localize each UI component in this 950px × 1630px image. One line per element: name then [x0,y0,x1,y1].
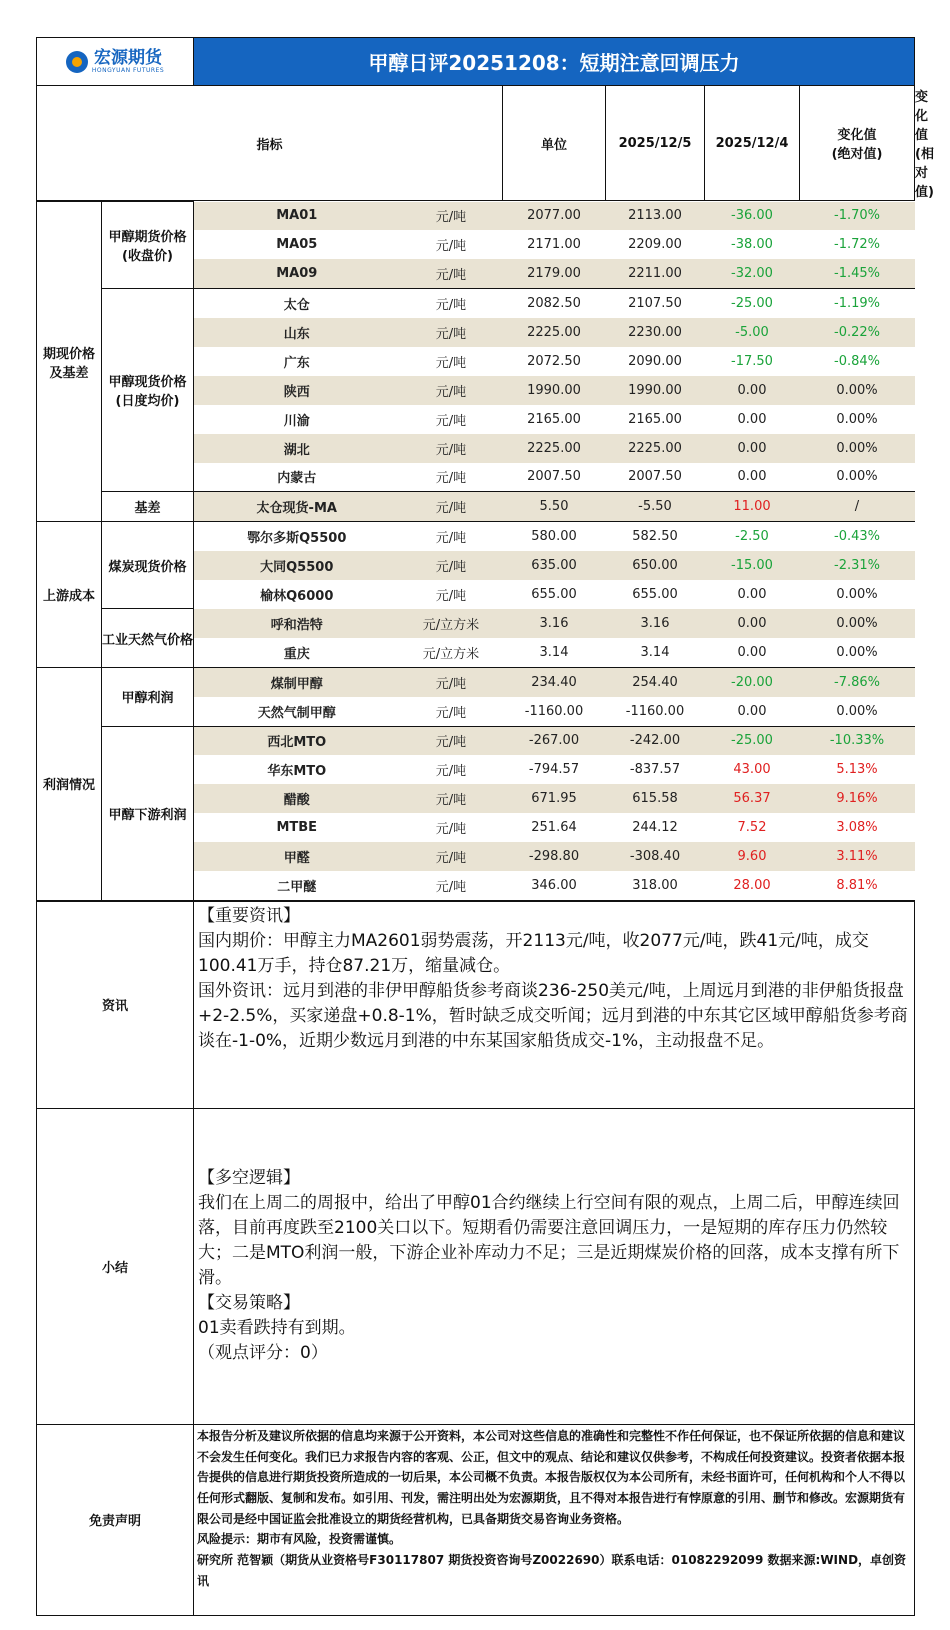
value-date2: 2165.00 [628,411,682,427]
value-date2: -242.00 [606,726,705,755]
subgroup-s4: 煤炭现货价格 [102,522,194,609]
indicator-name: 大同Q5500 [194,551,400,580]
rel-change: -7.86% [800,667,915,696]
indicator-name: 呼和浩特 [194,609,400,638]
subgroup-s6: 甲醇利润 [102,667,194,726]
value-date1: 346.00 [503,871,606,900]
logic-heading: 【多空逻辑】 [198,1168,300,1189]
rel-change: -0.84% [834,353,880,369]
price-table [36,37,934,201]
value-date2: 615.58 [606,784,705,813]
unit-cell: 元/吨 [400,726,503,755]
news-foreign: 国外资讯：远月到港的非伊甲醇船货参考商谈236-250美元/吨，上周远月到港的非伊船货报盘+2-2.5%，买家递盘+0.8-1%，暂时缺乏成交听闻；远月到港的中东其它区域甲醇船货参考商谈在-1-0%，近期少数远月到港的中东某国家船货成交-1%，主动报盘不足。 [198,980,908,1051]
indicator-name: 鄂尔多斯Q5500 [247,531,347,547]
unit-cell: 元/吨 [435,355,467,371]
news-section [37,901,915,1108]
indicator-name: 重庆 [194,638,400,667]
rel-change: 9.16% [800,784,915,813]
value-date2: 3.14 [606,638,705,667]
summary-label: 小结 [37,1108,194,1424]
abs-change: -20.00 [705,667,800,696]
summary-body [194,1108,915,1424]
indicator-name: 甲醛 [194,842,400,871]
logic-text: 我们在上周二的周报中，给出了甲醇01合约继续上行空间有限的观点，上周二后，甲醇连续回落，目前再度跌至2100关口以下。短期看仍需要注意回调压力，一是短期的库存压力仍然较大；二是MTO利润一般，下游企业补库动力不足；三是近期煤炭价格的回落，成本支撑有所下滑。 [198,1193,900,1289]
value-date1: 2225.00 [503,434,606,463]
abs-change: 56.37 [705,784,800,813]
rel-change: 5.13% [836,762,878,778]
unit-cell: 元/吨 [400,871,503,900]
value-date1: 1990.00 [503,376,606,405]
rel-change: 0.00% [836,587,878,603]
report-title: 甲醇日评20251208：短期注意回调压力 [194,38,915,86]
value-date2: 655.00 [632,587,678,603]
rel-change: -1.45% [800,259,915,288]
indicator-name: MA09 [194,259,400,288]
abs-change: 0.00 [705,463,800,492]
rel-change: 0.00% [800,609,915,638]
abs-change: 0.00 [705,376,800,405]
value-date2: 2211.00 [606,259,705,288]
logo [37,38,194,86]
value-date2: -5.50 [606,492,705,522]
disclaimer-section [37,1424,915,1615]
col-date1: 2025/12/5 [606,86,705,201]
indicator-name: 二甲醚 [194,871,400,900]
rel-change: 0.00% [800,697,915,726]
indicator-name: 川渝 [283,413,310,429]
value-date1: 2179.00 [503,259,606,288]
rel-change: 0.00% [800,376,915,405]
value-date1: -794.57 [528,762,580,778]
value-date2: 244.12 [632,820,678,836]
risk-text: 风险提示：期市有风险，投资需谨慎。 [197,1532,402,1547]
abs-change: 0.00 [705,609,800,638]
rel-change: -1.70% [800,202,915,231]
abs-change: 9.60 [705,842,800,871]
unit-cell: 元/吨 [400,376,503,405]
indicator-name: 广东 [283,355,310,371]
disclaimer-body [194,1424,915,1615]
rel-change: -10.33% [800,726,915,755]
table-row [37,492,915,522]
data-table [36,201,915,901]
abs-change: -25.00 [705,726,800,755]
value-date2: -308.40 [606,842,705,871]
abs-change: 7.52 [737,820,767,836]
column-header-row: 指标 单位 2025/12/5 2025/12/4 变化值 (绝对值) 变化值 (相对值) [37,86,915,201]
subgroup-s3: 基差 [102,492,194,522]
col-indicator: 指标 [37,86,503,201]
abs-change: 0.00 [705,434,800,463]
table-row [37,726,915,755]
abs-change: -32.00 [705,259,800,288]
col-unit: 单位 [503,86,606,201]
rel-change: 0.00% [800,434,915,463]
category-c3: 利润情况 [37,667,102,900]
logo-subtext: HONGYUAN FUTURES [91,67,165,74]
rel-change: 0.00% [800,463,915,492]
value-date1: 2072.50 [527,353,581,369]
table-row [37,609,915,638]
rel-change: 8.81% [800,871,915,900]
unit-cell: 元/吨 [400,784,503,813]
value-date1: 3.16 [503,609,606,638]
value-date2: 2225.00 [606,434,705,463]
logo-icon [66,51,88,73]
rel-change: 3.11% [800,842,915,871]
unit-cell: 元/吨 [435,531,467,547]
abs-change: -15.00 [705,551,800,580]
value-date1: 635.00 [503,551,606,580]
indicator-name: 煤制甲醇 [194,667,400,696]
value-date1: 2082.50 [527,296,581,312]
unit-cell: 元/吨 [400,842,503,871]
subgroup-s2: 甲醇现货价格 (日度均价) [102,289,194,492]
col-abs-change: 变化值 (绝对值) [800,86,915,201]
indicator-name: 太仓现货-MA [194,492,400,522]
value-date2: 2007.50 [606,463,705,492]
value-date2: -837.57 [629,762,681,778]
unit-cell: 元/吨 [400,434,503,463]
news-domestic: 国内期价：甲醇主力MA2601弱势震荡，开2113元/吨，收2077元/吨，跌41元/吨，成交100.41万手，持仓87.21万，缩量减仓。 [198,930,869,976]
rel-change: -2.31% [800,551,915,580]
abs-change: -2.50 [735,529,769,545]
indicator-name: 陕西 [194,376,400,405]
value-date2: 2107.50 [628,296,682,312]
value-date1: 2007.50 [503,463,606,492]
table-row [37,522,915,551]
value-date2: 2113.00 [606,202,705,231]
strategy-heading: 【交易策略】 [198,1293,300,1314]
unit-cell: 元/吨 [435,298,467,314]
rel-change: -1.19% [834,296,880,312]
text-sections [36,901,915,1616]
indicator-name: 太仓 [283,298,310,314]
subgroup-s5: 工业天然气价格 [102,609,194,667]
report-sheet [36,37,934,1616]
value-date1: -298.80 [503,842,606,871]
report-header [37,38,915,86]
value-date1: 580.00 [531,529,577,545]
col-date2: 2025/12/4 [705,86,800,201]
summary-section [37,1108,915,1424]
unit-cell: 元/吨 [435,239,467,255]
logo-text: 宏源期货 [94,48,162,68]
abs-change: 43.00 [733,762,771,778]
value-date2: 582.50 [632,529,678,545]
indicator-name: 天然气制甲醇 [194,697,400,726]
rel-change: 0.00% [836,411,878,427]
abs-change: -36.00 [705,202,800,231]
value-date1: 5.50 [503,492,606,522]
value-date1: 251.64 [531,820,577,836]
news-body [194,901,915,1108]
news-heading: 【重要资讯】 [198,905,300,926]
category-c1: 期现价格 及基差 [37,202,102,522]
rel-change: -0.22% [800,318,915,347]
table-row [37,667,915,696]
indicator-name: MA01 [194,202,400,231]
value-date1: 234.40 [503,667,606,696]
unit-cell: 元/吨 [400,667,503,696]
indicator-name: 湖北 [194,434,400,463]
news-label: 资讯 [37,901,194,1108]
value-date1: 2165.00 [527,411,581,427]
category-c2: 上游成本 [37,522,102,667]
unit-cell: 元/吨 [435,413,467,429]
disclaimer-text: 本报告分析及建议所依据的信息均来源于公开资料，本公司对这些信息的准确性和完整性不作任何保证，也不保证所依据的信息和建议不会发生任何变化。我们已力求报告内容的客观、公正，但文中的观点、结论和建议仅供参考，不构成任何投资建议。投资者依据本报告提供的信息进行期货投资所造成的一切后果，本公司概不负责。本报告版权仅为本公司所有，未经书面许可，任何机构和个人不得以任何形式翻版、复制和发布。如引用、刊发，需注明出处为宏源期货，且不得对本报告进行有悖原意的引用、删节和修改。宏源期货有限公司是经中国证监会批准设立的期货经营机构，已具备期货交易咨询业务资格。 [197,1428,906,1526]
value-date1: 655.00 [531,587,577,603]
abs-change: -5.00 [705,318,800,347]
unit-cell: 元/吨 [435,589,467,605]
rel-change: 3.08% [836,820,878,836]
abs-change: 11.00 [705,492,800,522]
value-date1: -267.00 [503,726,606,755]
research-text: 研究所 范智颖（期货从业资格号F30117807 期货投资咨询号Z0022690）联系电话：01082292099 数据来源:WIND，卓创资讯 [197,1553,907,1588]
indicator-name: 内蒙古 [194,463,400,492]
table-row [37,289,915,318]
unit-cell: 元/立方米 [400,609,503,638]
unit-cell: 元/吨 [400,551,503,580]
indicator-name: MA05 [276,237,318,253]
rel-change: -0.43% [834,529,880,545]
value-date1: 3.14 [503,638,606,667]
table-row [37,202,915,231]
strategy-text: 01卖看跌持有到期。 [198,1318,356,1339]
unit-cell: 元/吨 [400,697,503,726]
subgroup-s7: 甲醇下游利润 [102,726,194,900]
subgroup-s1: 甲醇期货价格 (收盘价) [102,202,194,289]
value-date2: 2230.00 [606,318,705,347]
value-date2: 3.16 [606,609,705,638]
abs-change: -25.00 [731,296,773,312]
abs-change: -38.00 [731,237,773,253]
value-date2: 650.00 [606,551,705,580]
indicator-name: MTBE [276,820,318,836]
score-text: （观点评分：0） [198,1343,328,1364]
indicator-name: 华东MTO [267,764,327,780]
value-date2: 2209.00 [628,237,682,253]
unit-cell: 元/吨 [400,259,503,288]
disclaimer-label: 免责声明 [37,1424,194,1615]
value-date2: 2090.00 [628,353,682,369]
value-date1: 671.95 [503,784,606,813]
rel-change: / [800,492,915,522]
value-date2: 318.00 [606,871,705,900]
unit-cell: 元/吨 [435,822,467,838]
value-date2: 254.40 [606,667,705,696]
indicator-name: 西北MTO [194,726,400,755]
abs-change: 0.00 [705,697,800,726]
rel-change: -1.72% [834,237,880,253]
indicator-name: 榆林Q6000 [260,589,334,605]
value-date1: -1160.00 [503,697,606,726]
unit-cell: 元/吨 [400,202,503,231]
rel-change: 0.00% [800,638,915,667]
unit-cell: 元/吨 [400,492,503,522]
value-date2: -1160.00 [606,697,705,726]
unit-cell: 元/立方米 [400,638,503,667]
unit-cell: 元/吨 [435,764,467,780]
indicator-name: 山东 [194,318,400,347]
abs-change: -17.50 [731,353,773,369]
value-date2: 1990.00 [606,376,705,405]
abs-change: 28.00 [705,871,800,900]
unit-cell: 元/吨 [400,318,503,347]
abs-change: 0.00 [737,587,767,603]
value-date1: 2225.00 [503,318,606,347]
abs-change: 0.00 [737,411,767,427]
indicator-name: 醋酸 [194,784,400,813]
abs-change: 0.00 [705,638,800,667]
value-date1: 2077.00 [503,202,606,231]
value-date1: 2171.00 [527,237,581,253]
unit-cell: 元/吨 [400,463,503,492]
